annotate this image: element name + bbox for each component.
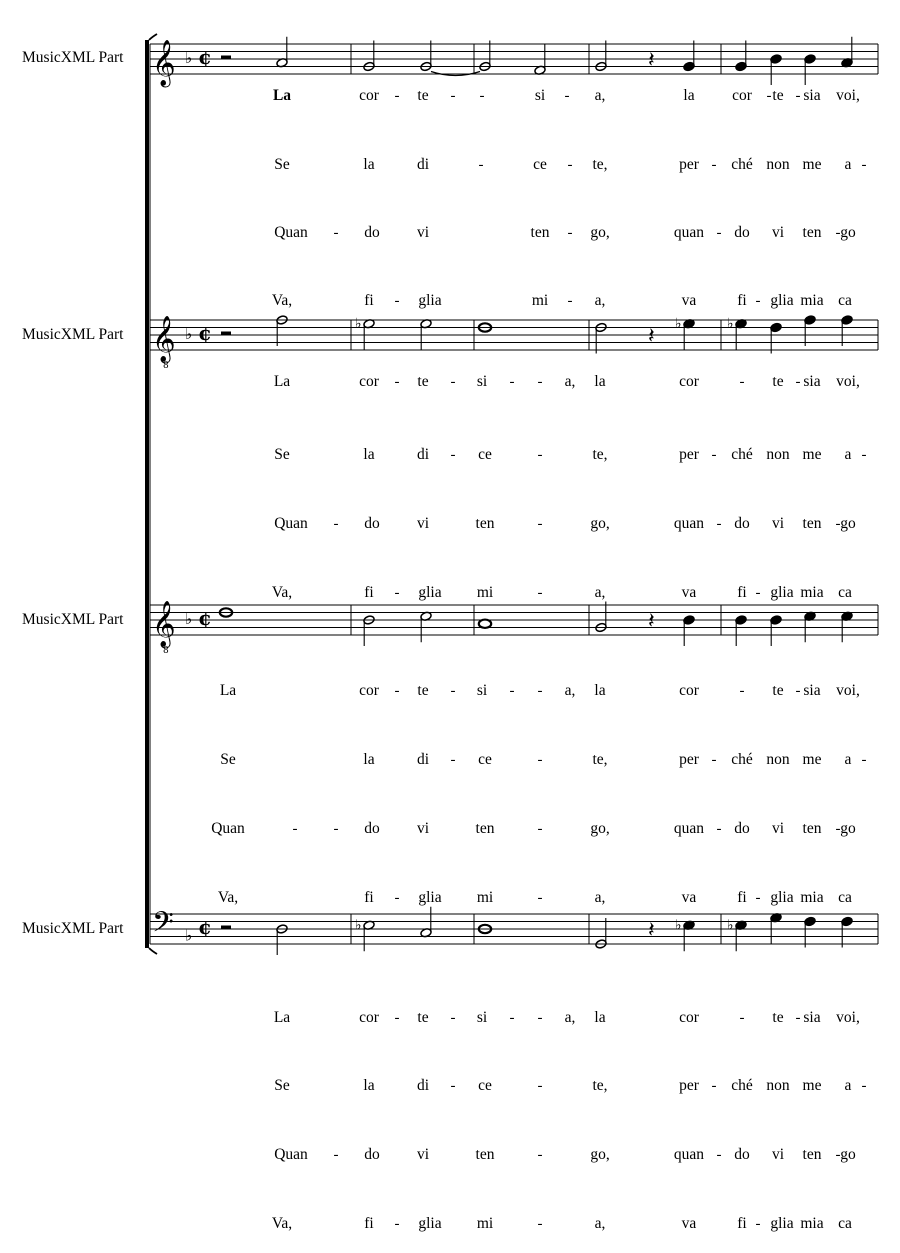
- lyric-syllable: La: [219, 682, 237, 699]
- lyric-syllable: a,: [564, 1009, 576, 1026]
- lyric-syllable: Quan: [274, 515, 308, 532]
- lyric-hyphen: -: [564, 88, 570, 104]
- lyric-syllable: mia: [800, 889, 824, 906]
- lyric-syllable: si: [534, 87, 546, 104]
- lyric-syllable: Va,: [217, 889, 239, 906]
- lyric-syllable: a,: [564, 682, 576, 699]
- lyric-hyphen: -: [537, 1147, 543, 1163]
- lyric-syllable: La: [273, 373, 291, 390]
- lyric-hyphen: -: [394, 1216, 400, 1232]
- lyric-syllable: Quan: [274, 1146, 308, 1163]
- lyric-syllable: te: [417, 1009, 429, 1026]
- lyric-syllable: ce: [478, 751, 492, 768]
- lyric-syllable: sia: [803, 1009, 821, 1026]
- lyric-syllable: la: [594, 682, 606, 699]
- lyric-hyphen: -: [567, 157, 573, 173]
- lyric-syllable: mi: [476, 584, 494, 601]
- lyric-syllable: mi: [531, 292, 549, 309]
- lyric-syllable: ca: [838, 584, 852, 601]
- lyric-syllable: a: [844, 446, 852, 463]
- lyric-hyphen: -: [755, 1216, 761, 1232]
- lyric-syllable: sia: [803, 87, 821, 104]
- lyric-syllable: fi: [737, 889, 747, 906]
- lyric-syllable: cor: [359, 1009, 379, 1026]
- lyric-syllable: go,: [590, 224, 610, 241]
- treble-clef-icon: 𝄞: [152, 40, 176, 86]
- lyric-syllable: ten: [475, 515, 495, 532]
- lyric-hyphen: -: [755, 585, 761, 601]
- lyric-hyphen: -: [755, 293, 761, 309]
- lyric-syllable: te: [417, 682, 429, 699]
- lyric-hyphen: -: [835, 821, 841, 837]
- lyric-syllable: a: [844, 156, 852, 173]
- lyric-syllable: ché: [731, 1077, 753, 1094]
- lyric-syllable: a: [844, 1077, 852, 1094]
- lyric-hyphen: -: [394, 293, 400, 309]
- lyric-syllable: Va,: [271, 1215, 293, 1232]
- lyric-hyphen: -: [711, 447, 717, 463]
- octave-8-marker: 8: [163, 361, 169, 371]
- lyric-syllable: ten: [802, 515, 822, 532]
- lyric-syllable: a,: [594, 1215, 606, 1232]
- lyric-syllable: la: [363, 156, 375, 173]
- lyric-hyphen: -: [537, 752, 543, 768]
- lyric-syllable: te: [772, 373, 784, 390]
- lyric-syllable: glia: [770, 292, 794, 309]
- lyric-syllable: ten: [802, 820, 822, 837]
- lyric-syllable: te,: [592, 156, 608, 173]
- lyric-syllable: do: [364, 1146, 380, 1163]
- flat-accidental-icon: ♭: [727, 315, 734, 332]
- lyric-syllable: fi: [364, 1215, 374, 1232]
- lyric-syllable: ché: [731, 446, 753, 463]
- lyric-syllable: per: [679, 751, 699, 768]
- lyric-syllable: do: [364, 224, 380, 241]
- lyric-syllable: ce: [533, 156, 547, 173]
- lyric-syllable: fi: [364, 292, 374, 309]
- lyric-hyphen: -: [835, 225, 841, 241]
- lyric-hyphen: -: [795, 88, 801, 104]
- lyric-syllable: voi,: [836, 87, 860, 104]
- lyric-syllable: te: [772, 682, 784, 699]
- key-flat-icon: ♭: [185, 926, 193, 945]
- flat-accidental-icon: ♭: [355, 917, 362, 934]
- lyric-hyphen: -: [537, 1010, 543, 1026]
- lyric-syllable: do: [734, 224, 750, 241]
- lyric-syllable: go,: [590, 515, 610, 532]
- lyric-syllable: glia: [418, 584, 442, 601]
- lyric-syllable: ten: [530, 224, 550, 241]
- lyric-hyphen: -: [537, 516, 543, 532]
- lyric-hyphen: -: [716, 516, 722, 532]
- lyric-syllable: go,: [590, 820, 610, 837]
- lyric-syllable: cor: [359, 682, 379, 699]
- lyric-syllable: si: [476, 682, 488, 699]
- lyric-syllable: non: [766, 156, 790, 173]
- quarter-rest: 𝄽: [648, 48, 655, 73]
- lyric-syllable: va: [681, 584, 697, 601]
- lyric-syllable: do: [734, 1146, 750, 1163]
- lyric-syllable: la: [594, 373, 606, 390]
- lyric-syllable: ten: [802, 1146, 822, 1163]
- lyric-hyphen: -: [450, 374, 456, 390]
- lyric-hyphen: -: [509, 1010, 515, 1026]
- lyric-syllable: go: [840, 515, 856, 532]
- lyric-syllable: go: [840, 224, 856, 241]
- lyric-hyphen: -: [567, 293, 573, 309]
- lyric-syllable: vi: [416, 515, 430, 532]
- lyric-syllable: ché: [731, 156, 753, 173]
- lyric-syllable: fi: [737, 292, 747, 309]
- lyric-syllable: fi: [364, 584, 374, 601]
- part-name-1: MusicXML Part: [22, 49, 124, 66]
- lyric-syllable: non: [766, 751, 790, 768]
- lyric-syllable: vi: [771, 515, 785, 532]
- lyric-syllable: glia: [418, 292, 442, 309]
- lyric-syllable: mi: [476, 1215, 494, 1232]
- lyric-syllable: glia: [770, 584, 794, 601]
- lyric-syllable: cor: [732, 87, 752, 104]
- lyric-syllable: go: [840, 820, 856, 837]
- flat-accidental-icon: ♭: [727, 917, 734, 934]
- lyric-syllable: me: [802, 156, 822, 173]
- lyric-hyphen: -: [739, 683, 745, 699]
- lyric-hyphen: -: [292, 821, 298, 837]
- lyric-syllable: di: [416, 446, 430, 463]
- bass-clef-icon: 𝄢: [152, 906, 174, 946]
- key-flat-icon: ♭: [185, 610, 193, 628]
- lyric-hyphen: -: [333, 1147, 339, 1163]
- lyric-syllable: vi: [416, 224, 430, 241]
- lyric-hyphen: -: [394, 374, 400, 390]
- lyric-syllable: si: [476, 1009, 488, 1026]
- lyric-syllable: la: [363, 751, 375, 768]
- lyric-syllable: Se: [274, 446, 290, 463]
- lyric-syllable: te: [417, 373, 429, 390]
- lyric-syllable: te: [772, 87, 784, 104]
- lyric-hyphen: -: [450, 88, 456, 104]
- quarter-rest: 𝄽: [648, 918, 655, 943]
- lyric-hyphen: -: [537, 1216, 543, 1232]
- lyric-syllable: mia: [800, 584, 824, 601]
- lyric-syllable: quan: [673, 515, 705, 532]
- lyric-hyphen: -: [537, 374, 543, 390]
- lyric-syllable: te,: [592, 751, 608, 768]
- lyric-syllable: sia: [803, 373, 821, 390]
- lyric-syllable: a,: [594, 889, 606, 906]
- lyric-hyphen: -: [755, 890, 761, 906]
- lyric-hyphen: -: [394, 890, 400, 906]
- lyric-syllable: fi: [737, 584, 747, 601]
- lyric-syllable: me: [802, 1077, 822, 1094]
- cut-time-icon: ¢: [198, 915, 212, 939]
- lyric-hyphen: -: [509, 374, 515, 390]
- lyric-syllable: Va,: [271, 292, 293, 309]
- lyric-syllable: glia: [418, 1215, 442, 1232]
- lyric-hyphen: -: [711, 1078, 717, 1094]
- lyric-syllable: va: [681, 1215, 697, 1232]
- lyric-syllable: cor: [359, 373, 379, 390]
- lyric-syllable: ca: [838, 1215, 852, 1232]
- lyric-hyphen: -: [450, 683, 456, 699]
- flat-accidental-icon: ♭: [675, 917, 682, 934]
- lyric-syllable: a,: [594, 87, 606, 104]
- lyric-hyphen: -: [795, 374, 801, 390]
- lyric-syllable: te: [417, 87, 429, 104]
- part-name-2: MusicXML Part: [22, 326, 124, 343]
- lyric-hyphen: -: [716, 821, 722, 837]
- lyric-syllable: non: [766, 1077, 790, 1094]
- lyric-syllable: va: [681, 292, 697, 309]
- lyric-hyphen: -: [861, 447, 867, 463]
- lyric-syllable: vi: [771, 224, 785, 241]
- cut-time-icon: ¢: [198, 606, 212, 630]
- lyric-syllable: fi: [737, 1215, 747, 1232]
- lyric-syllable: va: [681, 889, 697, 906]
- lyric-hyphen: -: [333, 516, 339, 532]
- lyric-syllable: di: [416, 156, 430, 173]
- lyric-syllable: La: [272, 87, 292, 104]
- lyric-syllable: mia: [800, 1215, 824, 1232]
- lyric-syllable: glia: [418, 889, 442, 906]
- lyric-syllable: per: [679, 446, 699, 463]
- lyric-syllable: Quan: [211, 820, 245, 837]
- lyric-syllable: Se: [274, 1077, 290, 1094]
- lyric-syllable: ce: [478, 446, 492, 463]
- lyric-hyphen: -: [835, 1147, 841, 1163]
- key-flat-icon: ♭: [185, 325, 193, 343]
- flat-accidental-icon: ♭: [675, 315, 682, 332]
- lyric-hyphen: -: [861, 1078, 867, 1094]
- lyric-syllable: quan: [673, 224, 705, 241]
- lyric-hyphen: -: [509, 683, 515, 699]
- lyric-syllable: mi: [476, 889, 494, 906]
- lyric-syllable: ca: [838, 292, 852, 309]
- lyric-syllable: si: [476, 373, 488, 390]
- lyric-hyphen: -: [716, 225, 722, 241]
- lyric-hyphen: -: [537, 890, 543, 906]
- lyric-syllable: cor: [679, 373, 699, 390]
- lyric-hyphen: -: [537, 585, 543, 601]
- lyric-syllable: do: [364, 820, 380, 837]
- lyric-syllable: te,: [592, 446, 608, 463]
- lyric-hyphen: -: [394, 683, 400, 699]
- lyric-syllable: cor: [359, 87, 379, 104]
- lyric-hyphen: -: [711, 157, 717, 173]
- lyric-syllable: ten: [475, 1146, 495, 1163]
- lyric-hyphen: -: [739, 374, 745, 390]
- lyric-hyphen: -: [479, 88, 485, 104]
- lyric-syllable: vi: [416, 1146, 430, 1163]
- lyric-syllable: per: [679, 1077, 699, 1094]
- lyric-syllable: la: [363, 446, 375, 463]
- cut-time-icon: ¢: [198, 321, 212, 345]
- lyric-hyphen: -: [478, 157, 484, 173]
- lyric-syllable: Se: [274, 156, 290, 173]
- lyric-hyphen: -: [861, 157, 867, 173]
- lyric-syllable: me: [802, 751, 822, 768]
- lyric-syllable: te: [772, 1009, 784, 1026]
- lyric-syllable: do: [364, 515, 380, 532]
- lyric-syllable: a: [844, 751, 852, 768]
- lyric-syllable: te,: [592, 1077, 608, 1094]
- lyric-syllable: go,: [590, 1146, 610, 1163]
- lyric-syllable: voi,: [836, 1009, 860, 1026]
- lyric-hyphen: -: [537, 1078, 543, 1094]
- lyric-syllable: ten: [802, 224, 822, 241]
- lyric-syllable: vi: [416, 820, 430, 837]
- lyric-syllable: di: [416, 1077, 430, 1094]
- lyric-syllable: ce: [478, 1077, 492, 1094]
- lyric-syllable: Se: [220, 751, 236, 768]
- lyric-syllable: Va,: [271, 584, 293, 601]
- lyric-hyphen: -: [333, 225, 339, 241]
- lyric-syllable: voi,: [836, 682, 860, 699]
- lyric-hyphen: -: [450, 1010, 456, 1026]
- lyric-hyphen: -: [450, 447, 456, 463]
- cut-time-icon: ¢: [198, 45, 212, 69]
- lyric-syllable: La: [273, 1009, 291, 1026]
- lyric-syllable: Quan: [274, 224, 308, 241]
- lyric-syllable: quan: [673, 820, 705, 837]
- lyric-syllable: go: [840, 1146, 856, 1163]
- lyric-syllable: quan: [673, 1146, 705, 1163]
- lyric-hyphen: -: [795, 1010, 801, 1026]
- lyric-syllable: fi: [364, 889, 374, 906]
- octave-8-marker: 8: [163, 646, 169, 656]
- lyric-hyphen: -: [537, 447, 543, 463]
- lyric-syllable: glia: [770, 1215, 794, 1232]
- lyric-syllable: sia: [803, 682, 821, 699]
- lyric-syllable: do: [734, 820, 750, 837]
- lyric-syllable: a,: [594, 584, 606, 601]
- lyric-syllable: voi,: [836, 373, 860, 390]
- lyric-syllable: ten: [475, 820, 495, 837]
- lyric-syllable: la: [363, 1077, 375, 1094]
- lyric-syllable: ca: [838, 889, 852, 906]
- lyric-hyphen: -: [394, 88, 400, 104]
- lyric-hyphen: -: [333, 821, 339, 837]
- part-name-3: MusicXML Part: [22, 611, 124, 628]
- lyric-syllable: vi: [771, 1146, 785, 1163]
- lyric-hyphen: -: [739, 1010, 745, 1026]
- lyric-hyphen: -: [394, 1010, 400, 1026]
- lyric-syllable: glia: [770, 889, 794, 906]
- lyric-hyphen: -: [537, 821, 543, 837]
- lyric-syllable: non: [766, 446, 790, 463]
- lyric-syllable: di: [416, 751, 430, 768]
- lyric-hyphen: -: [835, 516, 841, 532]
- quarter-rest: 𝄽: [648, 609, 655, 634]
- treble-clef-icon: 𝄞: [152, 316, 176, 362]
- lyric-syllable: cor: [679, 1009, 699, 1026]
- lyric-hyphen: -: [450, 752, 456, 768]
- lyric-syllable: do: [734, 515, 750, 532]
- treble-clef-icon: 𝄞: [152, 601, 176, 647]
- lyric-syllable: cor: [679, 682, 699, 699]
- lyric-syllable: a,: [564, 373, 576, 390]
- lyric-hyphen: -: [450, 1078, 456, 1094]
- lyric-syllable: a,: [594, 292, 606, 309]
- lyric-hyphen: -: [795, 683, 801, 699]
- lyric-hyphen: -: [766, 88, 772, 104]
- lyric-syllable: la: [594, 1009, 606, 1026]
- lyric-syllable: mia: [800, 292, 824, 309]
- lyric-hyphen: -: [711, 752, 717, 768]
- lyric-syllable: la: [683, 87, 695, 104]
- part-name-4: MusicXML Part: [22, 920, 124, 937]
- lyric-hyphen: -: [567, 225, 573, 241]
- lyric-hyphen: -: [394, 585, 400, 601]
- lyric-hyphen: -: [716, 1147, 722, 1163]
- lyric-syllable: vi: [771, 820, 785, 837]
- lyric-hyphen: -: [537, 683, 543, 699]
- flat-accidental-icon: ♭: [355, 315, 362, 332]
- lyric-syllable: per: [679, 156, 699, 173]
- quarter-rest: 𝄽: [648, 324, 655, 349]
- lyric-syllable: ché: [731, 751, 753, 768]
- key-flat-icon: ♭: [185, 49, 193, 67]
- lyric-hyphen: -: [861, 752, 867, 768]
- lyric-syllable: me: [802, 446, 822, 463]
